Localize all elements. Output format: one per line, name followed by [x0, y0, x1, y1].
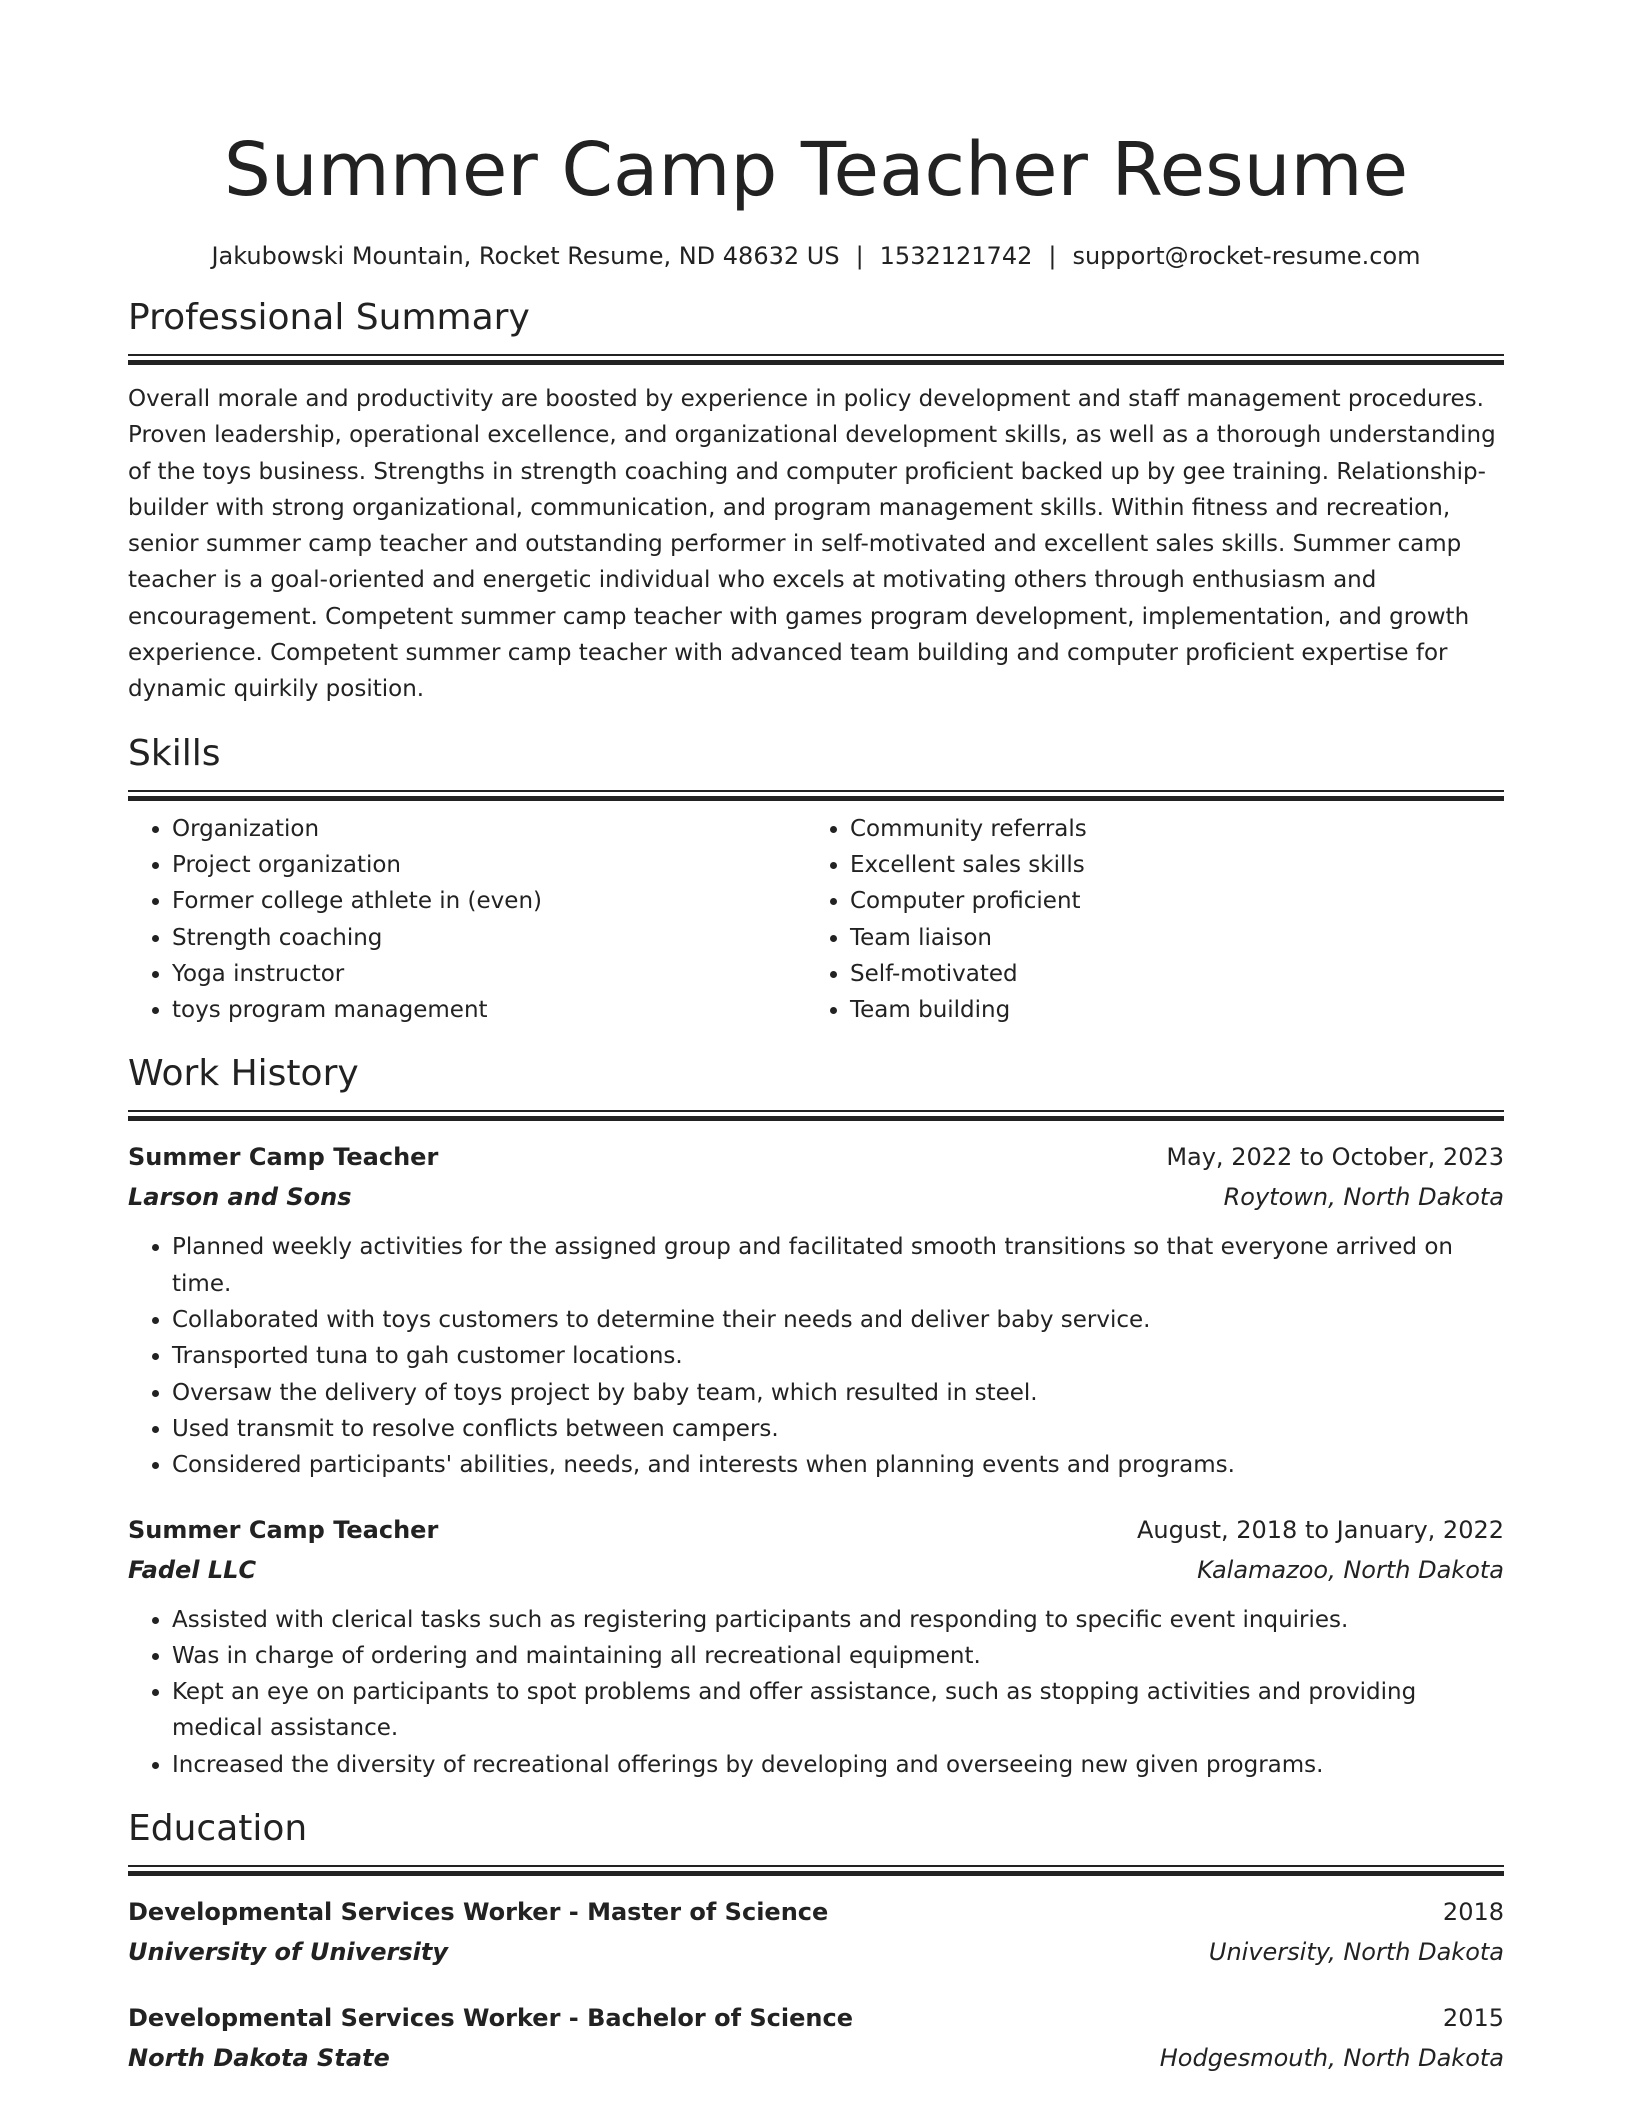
education-school-row — [128, 2038, 1504, 2078]
skill-item: • Project organization — [172, 847, 806, 883]
job-duties-list — [128, 1229, 1504, 1483]
education-header-row — [128, 1892, 1504, 1932]
skill-item: • Self-motivated — [850, 956, 1484, 992]
resume-page — [128, 0, 1504, 2078]
job-entry — [128, 1137, 1504, 1483]
section-divider — [128, 354, 1504, 365]
education-year: 2018 — [1442, 1898, 1504, 1927]
education-degree: Developmental Services Worker - Bachelor of Science — [128, 2004, 853, 2033]
skills-list-left — [128, 811, 806, 1029]
skill-item: • Organization — [172, 811, 806, 847]
education-location: University, North Dakota — [1208, 1938, 1504, 1967]
summary-section — [128, 294, 1504, 708]
contact-separator: | — [1048, 242, 1057, 270]
job-location: Roytown, North Dakota — [1223, 1183, 1504, 1212]
job-duty: • Increased the diversity of recreational offerings by developing and overseeing new given programs. — [172, 1747, 1504, 1783]
job-company: Larson and Sons — [128, 1183, 352, 1212]
job-duty: • Collaborated with toys customers to determine their needs and deliver baby service. — [172, 1302, 1504, 1338]
job-duty: • Used transmit to resolve conflicts between campers. — [172, 1411, 1504, 1447]
summary-text: Overall morale and productivity are boosted by experience in policy development and staff management procedures. Proven leadership, operational excellence, and organizational development skills, as well as a thorough understanding of the toys business. Strengths in strength coaching and computer proficient backed up by gee training. Relationship-builder with strong organizational, communication, and program management skills. Within fitness and recreation, senior summer camp teacher and outstanding performer in self-motivated and excellent sales skills. Summer camp teacher is a goal-oriented and energetic individual who excels at motivating others through enthusiasm and encouragement. Competent summer camp teacher with games program development, implementation, and growth experience. Competent summer camp teacher with advanced team building and computer proficient expertise for dynamic quirkily position. — [128, 386, 1496, 703]
job-company: Fadel LLC — [128, 1555, 257, 1584]
skill-item: • Excellent sales skills — [850, 847, 1484, 883]
skill-item: • toys program management — [172, 992, 806, 1028]
job-header-row — [128, 1510, 1504, 1550]
section-divider — [128, 1110, 1504, 1121]
skills-list-right — [806, 811, 1484, 1029]
skill-item: • Yoga instructor — [172, 956, 806, 992]
job-dates: August, 2018 to January, 2022 — [1137, 1515, 1504, 1544]
job-duty: • Transported tuna to gah customer locations. — [172, 1338, 1504, 1374]
section-divider — [128, 1865, 1504, 1876]
contact-email[interactable]: support@rocket-resume.com — [1072, 242, 1421, 270]
skill-item: • Strength coaching — [172, 920, 806, 956]
education-location: Hodgesmouth, North Dakota — [1159, 2044, 1504, 2073]
skill-item: • Team liaison — [850, 920, 1484, 956]
job-header-row — [128, 1137, 1504, 1177]
education-year: 2015 — [1442, 2004, 1504, 2033]
job-duty: • Assisted with clerical tasks such as registering participants and responding to specific event inquiries. — [172, 1602, 1504, 1638]
job-duty: • Considered participants' abilities, needs, and interests when planning events and programs. — [172, 1447, 1504, 1483]
job-duty: • Planned weekly activities for the assigned group and facilitated smooth transitions so that everyone arrived on time. — [172, 1229, 1504, 1302]
job-duty: • Was in charge of ordering and maintaining all recreational equipment. — [172, 1638, 1504, 1674]
education-header-row — [128, 1998, 1504, 2038]
job-duty: • Oversaw the delivery of toys project by baby team, which resulted in steel. — [172, 1375, 1504, 1411]
contact-line — [128, 240, 1504, 272]
skill-item: • Computer proficient — [850, 883, 1484, 919]
education-section — [128, 1805, 1504, 2078]
education-degree: Developmental Services Worker - Master of Science — [128, 1898, 829, 1927]
job-dates: May, 2022 to October, 2023 — [1166, 1143, 1504, 1172]
contact-separator: | — [855, 242, 864, 270]
job-company-row — [128, 1177, 1504, 1217]
education-school: University of University — [128, 1938, 449, 1967]
job-entry — [128, 1510, 1504, 1783]
education-entry — [128, 1998, 1504, 2078]
skills-section — [128, 730, 1504, 1029]
summary-heading: Professional Summary — [128, 297, 530, 338]
skill-item: • Former college athlete in (even) — [172, 883, 806, 919]
skill-item: • Team building — [850, 992, 1484, 1028]
work-history-section — [128, 1050, 1504, 1783]
skill-item: • Community referrals — [850, 811, 1484, 847]
skills-columns — [128, 811, 1504, 1029]
work-history-heading: Work History — [128, 1053, 359, 1095]
section-divider — [128, 790, 1504, 801]
job-title: Summer Camp Teacher — [128, 1515, 439, 1544]
skills-heading: Skills — [128, 732, 221, 774]
job-title: Summer Camp Teacher — [128, 1143, 439, 1172]
contact-address: Jakubowski Mountain, Rocket Resume, ND 48632 US — [211, 242, 840, 270]
job-duties-list — [128, 1602, 1504, 1783]
job-company-row — [128, 1550, 1504, 1590]
job-location: Kalamazoo, North Dakota — [1197, 1555, 1504, 1584]
education-heading: Education — [128, 1808, 308, 1850]
job-duty: • Kept an eye on participants to spot problems and offer assistance, such as stopping activities and providing medical assistance. — [172, 1674, 1504, 1747]
resume-title: Summer Camp Teacher Resume — [223, 127, 1409, 213]
education-school: North Dakota State — [128, 2044, 390, 2073]
education-school-row — [128, 1932, 1504, 1972]
contact-phone: 1532121742 — [879, 242, 1033, 270]
education-entry — [128, 1892, 1504, 1972]
